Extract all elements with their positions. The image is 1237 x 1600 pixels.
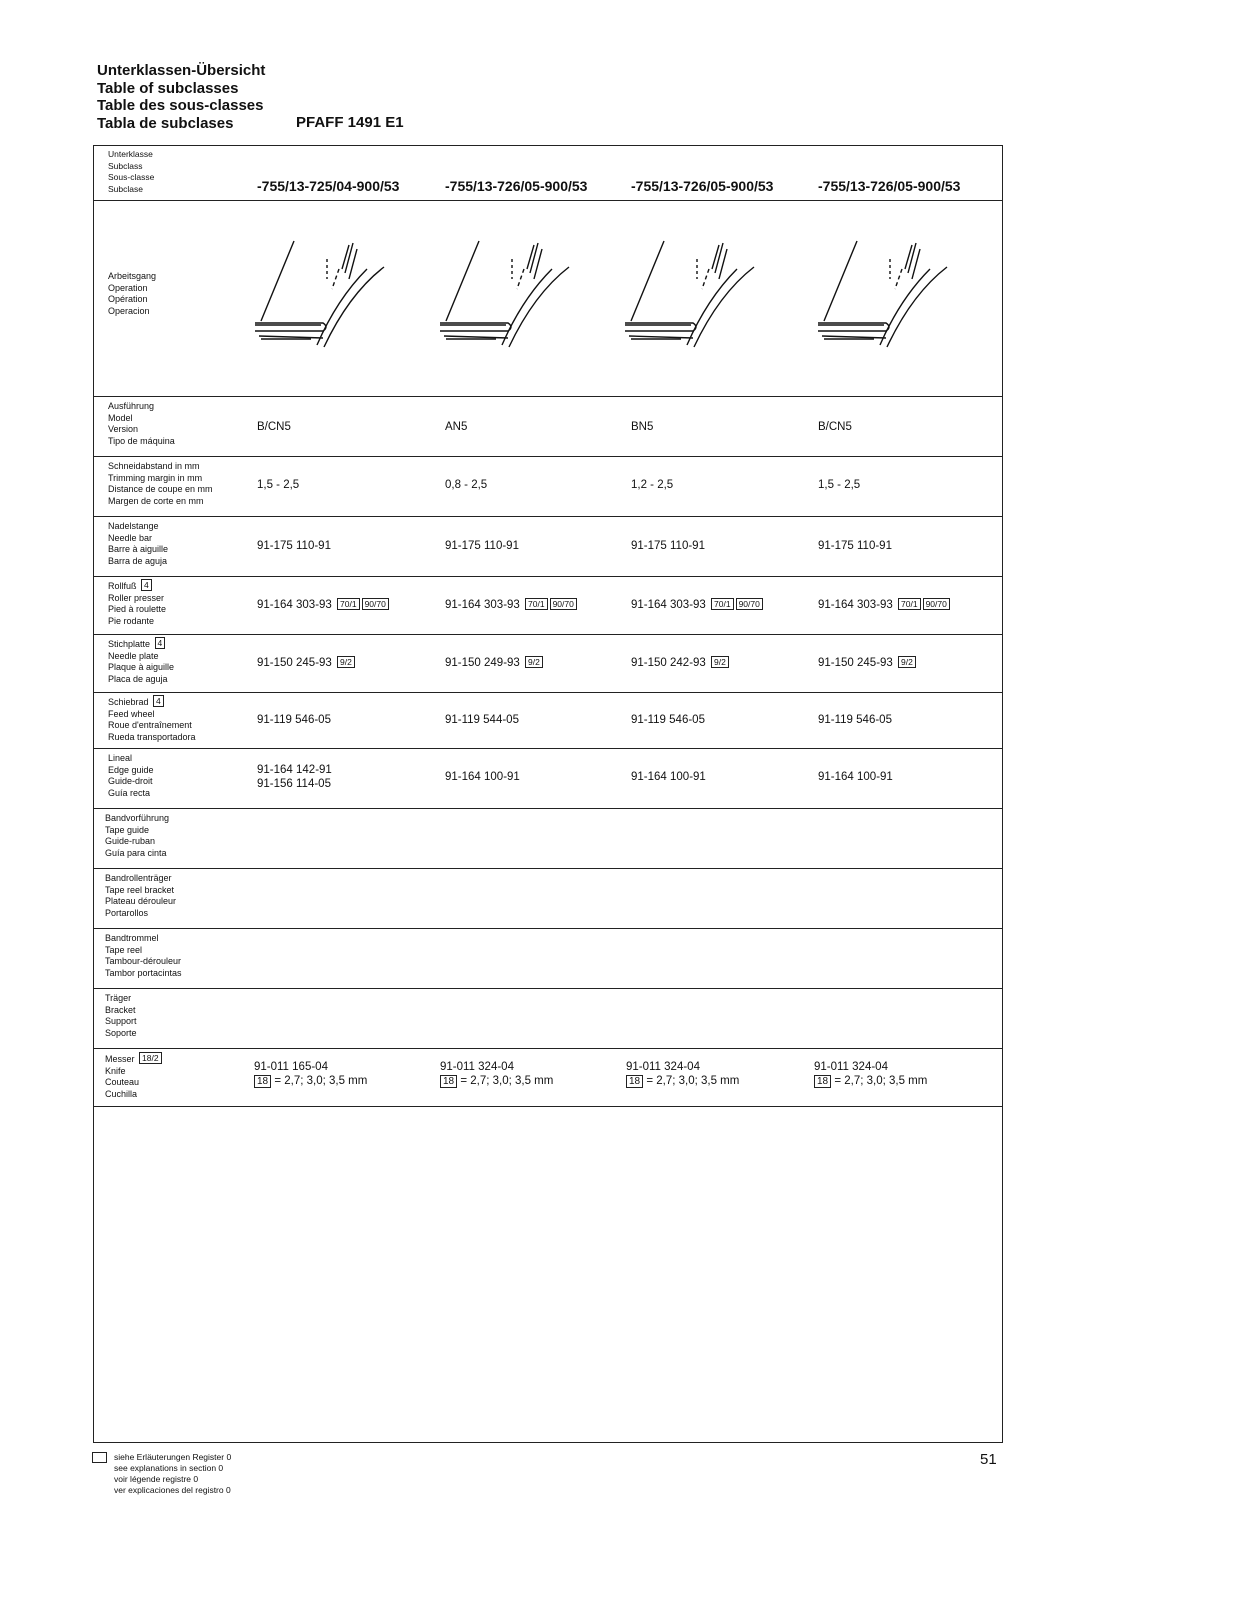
- header-line: Unterklassen-Übersicht: [97, 62, 266, 79]
- row-label: Träger Bracket Support Soporte: [105, 993, 137, 1038]
- subclass-number: -755/13-726/05-900/53: [631, 178, 774, 194]
- row-label: Messer 18/2 Knife Couteau Cuchilla: [105, 1052, 162, 1100]
- page-number: 51: [980, 1451, 997, 1468]
- reference-box: 18: [814, 1075, 831, 1088]
- cell-value: 91-150 249-93 9/2: [445, 656, 543, 670]
- reference-box: 18/2: [139, 1052, 162, 1064]
- cell-value: 91-164 100-91: [818, 771, 893, 783]
- reference-box: 18: [440, 1075, 457, 1088]
- footnote-line: siehe Erläuterungen Register 0: [114, 1452, 232, 1462]
- reference-box: 9/2: [337, 656, 355, 668]
- reference-box: 4: [141, 579, 152, 591]
- cell-value: 91-164 303-93 70/1 90/70: [631, 598, 763, 612]
- row-label: Bandtrommel Tape reel Tambour-dérouleur Tambor portacintas: [105, 933, 182, 978]
- reference-box: 4: [155, 637, 166, 649]
- needle-plate-row: [94, 635, 1002, 693]
- reference-box: 70/1: [898, 598, 921, 610]
- cell-value: 1,5 - 2,5: [257, 479, 300, 491]
- reference-box: 70/1: [525, 598, 548, 610]
- cell-value: 91-119 546-05: [818, 714, 892, 726]
- row-label: Schiebrad 4 Feed wheel Roue d'entraînement Rueda transportadora: [108, 696, 196, 742]
- operation-row: [94, 201, 1002, 397]
- header-line: Tabla de subclases: [97, 114, 234, 132]
- row-label: Lineal Edge guide Guide-droit Guía recta: [108, 753, 154, 798]
- header-line: Table des sous-classes: [97, 97, 264, 114]
- row-label: Bandvorführung Tape guide Guide-ruban Guía para cinta: [105, 813, 170, 858]
- reference-box: 90/70: [550, 598, 577, 610]
- reference-box: 90/70: [923, 598, 950, 610]
- cell-value: 91-175 110-91: [631, 540, 705, 552]
- row-label: Stichplatte 4 Needle plate Plaque à aiguille Placa de aguja: [108, 638, 175, 684]
- cell-value: 91-011 324-04 18 = 2,7; 3,0; 3,5 mm: [626, 1061, 740, 1087]
- tape-reel-bracket-row: [94, 869, 1002, 929]
- operation-diagram: [812, 239, 962, 357]
- cell-value: B/CN5: [818, 421, 852, 433]
- version-row: [94, 397, 1002, 457]
- operation-diagram: [249, 239, 399, 357]
- reference-box: 70/1: [711, 598, 734, 610]
- knife-row: [94, 1049, 1002, 1107]
- document-header: [97, 62, 404, 132]
- cell-value: 91-150 245-93 9/2: [257, 656, 355, 670]
- cell-value: 1,5 - 2,5: [818, 479, 861, 491]
- tape-guide-row: [94, 809, 1002, 869]
- row-label: Arbeitsgang Operation Opération Operacion: [108, 271, 157, 316]
- cell-value: 91-164 303-93 70/1 90/70: [257, 598, 389, 612]
- cell-value: 91-011 324-04 18 = 2,7; 3,0; 3,5 mm: [814, 1061, 928, 1087]
- cell-value: 91-164 100-91: [445, 771, 520, 783]
- cell-value: 0,8 - 2,5: [445, 479, 488, 491]
- cell-value: 91-119 546-05: [631, 714, 705, 726]
- feed-wheel-row: [94, 693, 1002, 749]
- reference-box: 90/70: [362, 598, 389, 610]
- edge-guide-row: [94, 749, 1002, 809]
- row-label: Ausführung Model Version Tipo de máquina: [108, 401, 175, 446]
- cell-value: 91-164 142-91 91-156 114-05: [257, 764, 332, 790]
- reference-box-icon: [92, 1452, 107, 1463]
- trimming-row: [94, 457, 1002, 517]
- roller-presser-row: [94, 577, 1002, 635]
- cell-value: B/CN5: [257, 421, 291, 433]
- cell-value: AN5: [445, 421, 468, 433]
- bracket-row: [94, 989, 1002, 1049]
- tape-reel-row: [94, 929, 1002, 989]
- row-label: Rollfuß 4 Roller presser Pied à roulette Pie rodante: [108, 580, 167, 626]
- cell-value: 91-175 110-91: [257, 540, 331, 552]
- row-label: Nadelstange Needle bar Barre à aiguille Barra de aguja: [108, 521, 169, 566]
- reference-box: 9/2: [898, 656, 916, 668]
- cell-value: 91-164 100-91: [631, 771, 706, 783]
- reference-box: 9/2: [525, 656, 543, 668]
- cell-value: 91-164 303-93 70/1 90/70: [818, 598, 950, 612]
- row-label: Bandrollenträger Tape reel bracket Plateau dérouleur Portarollos: [105, 873, 177, 918]
- footnote-line: ver explicaciones del registro 0: [114, 1485, 231, 1495]
- cell-value: 91-011 165-04 18 = 2,7; 3,0; 3,5 mm: [254, 1061, 368, 1087]
- header-line: Table of subclasses: [97, 79, 239, 97]
- row-label: Schneidabstand in mm Trimming margin in mm Distance de coupe en mm Margen de corte en mm: [108, 461, 213, 506]
- needle-bar-row: [94, 517, 1002, 577]
- machine-model: PFAFF 1491 E1: [296, 114, 404, 131]
- subclass-number: -755/13-726/05-900/53: [445, 178, 588, 194]
- cell-value: 91-175 110-91: [818, 540, 892, 552]
- operation-diagram: [619, 239, 769, 357]
- cell-value: BN5: [631, 421, 654, 433]
- footnote-line: voir légende registre 0: [114, 1474, 199, 1484]
- cell-value: 91-011 324-04 18 = 2,7; 3,0; 3,5 mm: [440, 1061, 554, 1087]
- reference-box: 18: [626, 1075, 643, 1088]
- reference-box: 9/2: [711, 656, 729, 668]
- reference-box: 70/1: [337, 598, 360, 610]
- subclass-table: [93, 145, 1003, 1443]
- cell-value: 91-164 303-93 70/1 90/70: [445, 598, 577, 612]
- subclass-row: [94, 146, 1002, 201]
- cell-value: 91-175 110-91: [445, 540, 519, 552]
- cell-value: 91-119 544-05: [445, 714, 519, 726]
- reference-box: 18: [254, 1075, 271, 1088]
- subclass-number: -755/13-726/05-900/53: [818, 178, 961, 194]
- operation-diagram: [434, 239, 584, 357]
- cell-value: 91-150 245-93 9/2: [818, 656, 916, 670]
- cell-value: 1,2 - 2,5: [631, 479, 674, 491]
- footnote-line: see explanations in section 0: [114, 1463, 224, 1473]
- reference-box: 90/70: [736, 598, 763, 610]
- row-label: Unterklasse Subclass Sous-classe Subclase: [108, 149, 155, 194]
- cell-value: 91-119 546-05: [257, 714, 331, 726]
- subclass-number: -755/13-725/04-900/53: [257, 178, 400, 194]
- reference-box: 4: [153, 695, 164, 707]
- cell-value: 91-150 242-93 9/2: [631, 656, 729, 670]
